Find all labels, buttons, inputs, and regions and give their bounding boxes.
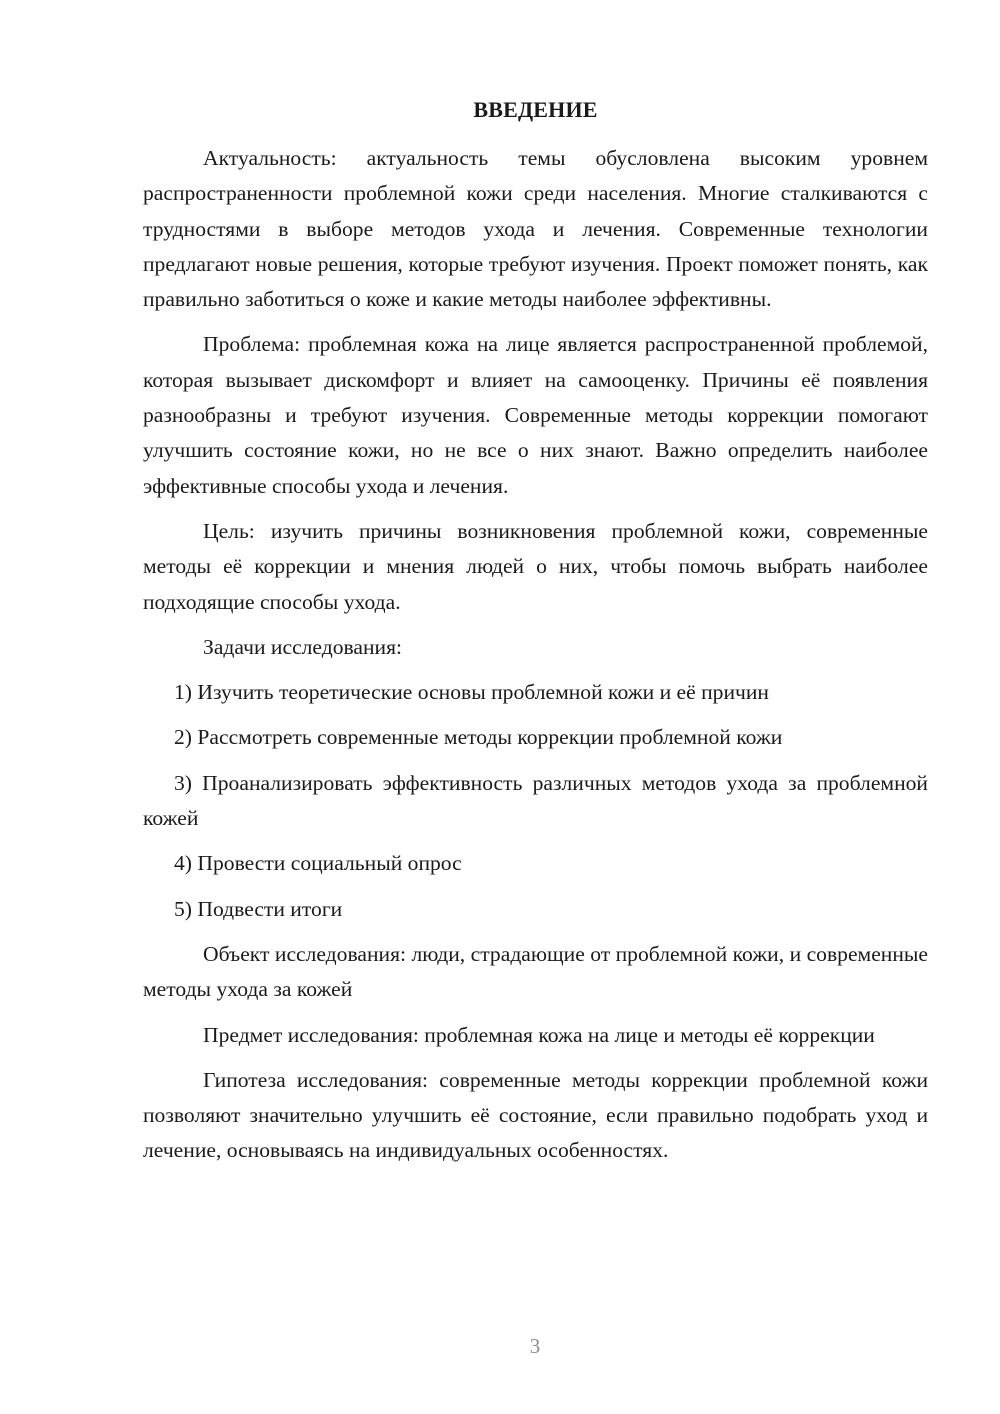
problem-paragraph: Проблема: проблемная кожа на лице является распространенной проблемой, которая вызывает дискомфорт и влияет на самооценку. Причины её появления разнообразны и требуют изучения. Современные методы коррекции помогают улучшить состояние кожи, но не все о них знают. Важно определить наиболее эффективные способы ухода и лечения.: [143, 332, 928, 498]
task-item: 1) Изучить теоретические основы проблемной кожи и её причин: [174, 680, 769, 705]
object-paragraph: Объект исследования: люди, страдающие от проблемной кожи, и современные методы ухода за кожей: [143, 941, 928, 1002]
tasks-list: [143, 675, 928, 927]
task-item: 2) Рассмотреть современные методы коррекции проблемной кожи: [174, 725, 783, 750]
subject-paragraph: Предмет исследования: проблемная кожа на лице и методы её коррекции: [203, 1022, 875, 1047]
document-page: [143, 95, 928, 1179]
tasks-heading: Задачи исследования:: [203, 634, 403, 659]
page-number: 3: [529, 1334, 541, 1358]
task-item: 5) Подвести итоги: [174, 896, 343, 921]
hypothesis-paragraph: Гипотеза исследования: современные методы коррекции проблемной кожи позволяют значительно улучшить её состояние, если правильно подобрать уход и лечение, основываясь на индивидуальных особенностях.: [143, 1067, 928, 1163]
section-title: ВВЕДЕНИЕ: [473, 97, 598, 122]
goal-paragraph: Цель: изучить причины возникновения проблемной кожи, современные методы её коррекции и мнения людей о них, чтобы помочь выбрать наиболее подходящие способы ухода.: [143, 518, 928, 614]
relevance-paragraph: Актуальность: актуальность темы обусловлена высоким уровнем распространенности проблемной кожи среди населения. Многие сталкиваются с трудностями в выборе методов ухода и лечения. Современные технологии предлагают новые решения, которые требуют изучения. Проект поможет понять, как правильно заботиться о коже и какие методы наиболее эффективны.: [143, 146, 928, 312]
task-item: 4) Провести социальный опрос: [174, 851, 462, 876]
task-item: 3) Проанализировать эффективность различных методов ухода за проблемной кожей: [143, 770, 928, 831]
